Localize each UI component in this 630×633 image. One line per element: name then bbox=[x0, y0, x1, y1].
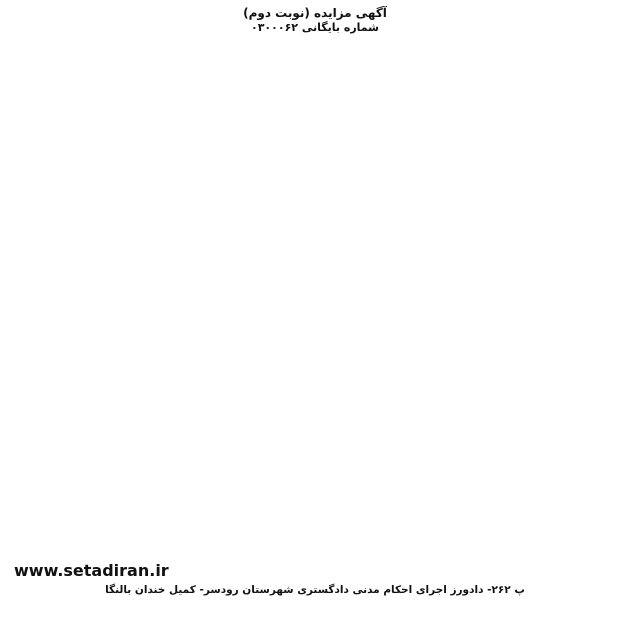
notice-title: آگهی مزایده (نوبت دوم) bbox=[243, 6, 387, 20]
notice-header bbox=[14, 6, 616, 35]
case-number: شماره بایگانی ۰۳۰۰۰۶۲ bbox=[251, 21, 379, 34]
notice-signature: پ ۲۶۲- دادورز اجرای احکام مدنی دادگستری شهرستان رودسر- کمیل خندان بالنگا bbox=[105, 583, 525, 596]
website-link[interactable]: www.setadiran.ir bbox=[14, 560, 169, 580]
notice-body bbox=[14, 41, 616, 561]
